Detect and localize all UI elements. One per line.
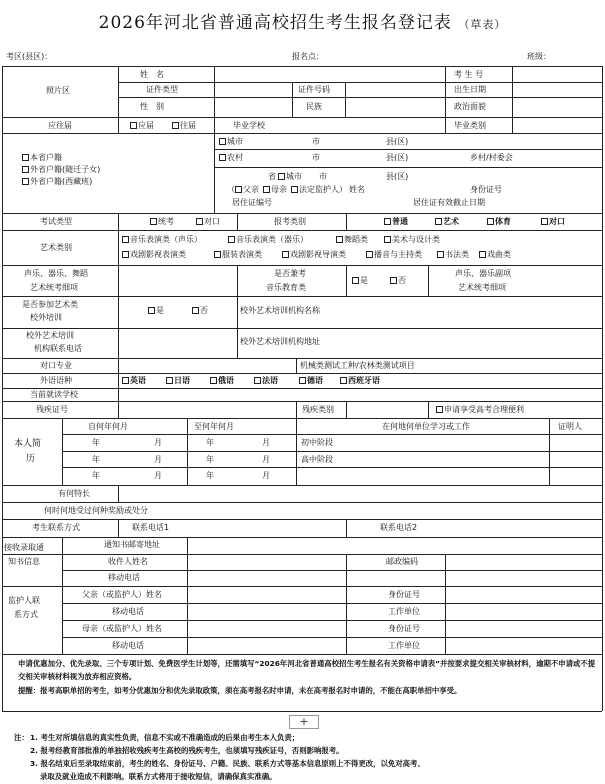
label-permit-no: 居住证编号 xyxy=(232,198,272,207)
label-mother-id: 身份证号 xyxy=(388,624,420,633)
label-training-c1: 校外艺术培训 xyxy=(26,331,74,340)
label-guardian-2: 系方式 xyxy=(14,610,38,619)
label-grad: 应往届 xyxy=(48,121,72,130)
checkbox-local[interactable]: 本省户籍 xyxy=(22,154,62,162)
label-music-1: 声乐、器乐、舞蹈 xyxy=(24,269,88,278)
label-mail-addr: 通知书邮寄地址 xyxy=(104,540,160,549)
checkbox-art-director[interactable]: 戏剧影视导演类 xyxy=(282,251,346,259)
label-from: 自何年何月 xyxy=(88,422,128,431)
label-id-type: 证件类型 xyxy=(146,85,178,94)
label-training-q1: 是否参加艺术类 xyxy=(22,300,78,309)
label-id-no: 证件号码 xyxy=(298,85,330,94)
declaration-2: 提醒：报考高职单招的考生，如考分优惠加分和优先录取政策，须在高考报名时申请，未在高考报名时申请的，不能在高职单招中享受。 xyxy=(18,686,462,695)
label-permit-date: 居住证有效截止日期 xyxy=(413,198,485,207)
label-witness: 证明人 xyxy=(558,422,582,431)
label-gender: 性 别 xyxy=(140,102,164,111)
label-name: 姓 名 xyxy=(140,70,164,79)
checkbox-art-vocal[interactable]: 音乐表演类（声乐） xyxy=(122,236,202,244)
label-skill: 机械类测试工种/农林类测试项目 xyxy=(300,361,415,370)
checkbox-lang-japanese[interactable]: 日语 xyxy=(166,377,190,385)
label-org-addr: 校外艺术培训机构地址 xyxy=(240,337,320,346)
label-training-c2: 机构联系电话 xyxy=(34,344,82,353)
label-birth: 出生日期 xyxy=(454,85,486,94)
checkbox-current-grad[interactable]: 应届 xyxy=(130,122,154,130)
label-current-school: 当前就读学校 xyxy=(30,390,78,399)
checkbox-art-dance[interactable]: 舞蹈类 xyxy=(336,236,368,244)
label-to: 至何年何月 xyxy=(194,422,234,431)
checkbox-city[interactable]: 城市 xyxy=(219,138,243,146)
label-music-edu: 音乐教育类 xyxy=(266,283,306,292)
label-disability-type: 残疾类别 xyxy=(302,405,334,414)
checkbox-other-xinjiang[interactable]: 外省户籍(西藏班) xyxy=(22,178,92,186)
label-mother: 母亲（或监护人）姓名 xyxy=(82,624,162,633)
label-major: 对口专业 xyxy=(40,361,72,370)
add-row-button[interactable]: + xyxy=(289,715,319,729)
label-father-id: 身份证号 xyxy=(388,590,420,599)
checkbox-music-yes[interactable]: 是 xyxy=(352,277,368,285)
site-field[interactable]: 报名点： xyxy=(292,52,324,61)
photo-area[interactable]: 照片区 xyxy=(46,86,70,95)
hist-r1-from-year: 年 xyxy=(92,438,100,447)
checkbox-lang-french[interactable]: 法语 xyxy=(254,377,278,385)
label-xian-2: 县(区) xyxy=(386,153,409,162)
label-father: 父亲（或监护人）姓名 xyxy=(82,590,162,599)
checkbox-lang-english[interactable]: 英语 xyxy=(122,377,146,385)
label-also-exam: 是否兼考 xyxy=(274,269,306,278)
checkbox-art-broadcast[interactable]: 播音与主持类 xyxy=(366,251,422,259)
label-art: 艺术类别 xyxy=(40,243,72,252)
hist-r3-from-year: 年 xyxy=(92,471,100,480)
label-sub-item: 声乐、器乐副项 xyxy=(455,269,511,278)
notes: 注： 1. 考生对所填信息的真实性负责，信息不实或不准确造成的后果由考生本人负责； 2. 报考经教育部批准的单独招收残疾考生高校的残疾考生，也须填写残疾证号，否则影响报考。 3. 报名结束后至录取结束前，考生的姓名、身份证号、户籍、民族、联系方式等基本信息原则上不得更改，以免对高考、 录取及就业造成不利影响。联系方式将用于接收短信，请确保真实准确。 xyxy=(14,733,425,781)
label-politics: 政治面貌 xyxy=(454,102,486,111)
label-music-2: 艺术统考细项 xyxy=(30,283,78,292)
label-exam-no: 考 生 号 xyxy=(454,70,484,79)
checkbox-art-calligraphy[interactable]: 书法类 xyxy=(437,251,469,259)
checkbox-lang-russian[interactable]: 俄语 xyxy=(210,377,234,385)
checkbox-art-design[interactable]: 美术与设计类 xyxy=(384,236,440,244)
checkbox-countryside[interactable]: 农村 xyxy=(219,154,243,162)
label-category: 报考类别 xyxy=(274,217,306,226)
page-title: 2026年河北省普通高校招生考生报名登记表 （草表） xyxy=(98,13,507,33)
label-where: 在何地何单位学习或工作 xyxy=(382,422,470,431)
checkbox-benefit[interactable]: 申请享受高考合理便利 xyxy=(436,406,524,414)
label-training-q2: 校外培训 xyxy=(30,313,62,322)
class-field[interactable]: 班级： xyxy=(527,52,551,61)
label-ethnicity: 民族 xyxy=(306,102,322,111)
hist-r1-stage: 初中阶段 xyxy=(301,438,333,447)
label-notice-2: 知书信息 xyxy=(8,557,40,566)
checkbox-music-no[interactable]: 否 xyxy=(390,277,406,285)
label-history-1: 本人简 xyxy=(14,439,42,449)
label-id-card: 身份证号 xyxy=(470,185,502,194)
hist-r2-to-month: 月 xyxy=(262,455,270,464)
hist-r3-to-year: 年 xyxy=(206,471,214,480)
label-receiver: 收件人姓名 xyxy=(108,557,148,566)
checkbox-cat-city[interactable]: 城市 xyxy=(278,173,302,181)
label-father-work: 工作单位 xyxy=(388,607,420,616)
hist-r3-to-month: 月 xyxy=(262,471,270,480)
hist-r1-from-month: 月 xyxy=(154,438,162,447)
label-guardian-1: 监护人联 xyxy=(8,596,40,605)
residence-relation: （ 父亲 母亲 法定监护人） 姓名 xyxy=(227,185,365,194)
checkbox-art-fashion[interactable]: 服装表演类 xyxy=(214,251,262,259)
checkbox-cat-art[interactable]: 艺术 xyxy=(435,218,459,226)
label-xian-3: 县(区) xyxy=(386,172,409,181)
checkbox-training-yes[interactable]: 是 xyxy=(148,307,164,315)
checkbox-exam-vocational[interactable]: 对口 xyxy=(196,218,220,226)
label-sub-item-2: 艺术统考细项 xyxy=(458,283,506,292)
label-tel1: 联系电话1 xyxy=(132,523,170,532)
label-tel2: 联系电话2 xyxy=(380,523,418,532)
hist-r1-to-month: 月 xyxy=(262,438,270,447)
label-shi-2: 市 xyxy=(312,153,320,162)
label-receiver-phone: 移动电话 xyxy=(108,573,140,582)
checkbox-exam-unified[interactable]: 统考 xyxy=(150,218,174,226)
checkbox-other-attached[interactable]: 外省户籍(随迁子女) xyxy=(22,166,100,174)
label-contact: 考生联系方式 xyxy=(32,523,80,532)
label-award: 何时何地受过何种奖励或处分 xyxy=(44,506,148,515)
hist-r3-from-month: 月 xyxy=(154,471,162,480)
checkbox-art-opera[interactable]: 戏曲类 xyxy=(479,251,511,259)
district-field[interactable]: 考区(县区)： xyxy=(6,52,53,61)
label-village: 乡村/村委会 xyxy=(470,153,513,162)
label-history-2: 历 xyxy=(26,454,36,464)
checkbox-past-grad[interactable]: 往届 xyxy=(172,122,196,130)
label-cat-shi: 市 xyxy=(319,172,327,181)
label-province: 省 xyxy=(268,172,276,181)
label-exam-type: 考试类型 xyxy=(40,217,72,226)
label-xian-1: 县(区) xyxy=(386,137,409,146)
hist-r2-from-year: 年 xyxy=(92,455,100,464)
checkbox-cat-general[interactable]: 普通 xyxy=(384,218,408,226)
checkbox-art-instrument[interactable]: 音乐表演类（器乐） xyxy=(228,236,308,244)
label-shi-1: 市 xyxy=(312,137,320,146)
hist-r2-stage: 高中阶段 xyxy=(301,455,333,464)
checkbox-cat-sport[interactable]: 体育 xyxy=(487,218,511,226)
label-org-name: 校外艺术培训机构名称 xyxy=(240,306,320,315)
hist-r2-from-month: 月 xyxy=(154,455,162,464)
label-specialty: 有何特长 xyxy=(58,489,90,498)
declaration-1: 申请优惠加分、优先录取、三个专项计划、免费医学生计划等，还需填写“2026年河北省普通高校招生考生报名有关资格申请表”并按要求提交相关审核材料，逾期不申请或不提交相关审核材料视为放弃相应资格。 xyxy=(18,659,596,681)
checkbox-cat-vocational[interactable]: 对口 xyxy=(541,218,565,226)
label-grad-category: 毕业类别 xyxy=(454,121,486,130)
label-language: 外语语种 xyxy=(40,376,72,385)
checkbox-training-no[interactable]: 否 xyxy=(192,307,208,315)
label-mother-work: 工作单位 xyxy=(388,641,420,650)
label-zip: 邮政编码 xyxy=(386,557,418,566)
label-mother-phone: 移动电话 xyxy=(112,641,144,650)
checkbox-lang-german[interactable]: 德语 xyxy=(299,377,323,385)
label-notice-1: 接收录取通 xyxy=(4,543,44,552)
checkbox-art-drama[interactable]: 戏剧影视表演类 xyxy=(122,251,186,259)
checkbox-lang-spanish[interactable]: 西班牙语 xyxy=(340,377,380,385)
hist-r1-to-year: 年 xyxy=(206,438,214,447)
label-school: 毕业学校 xyxy=(233,121,265,130)
label-father-phone: 移动电话 xyxy=(112,607,144,616)
label-disability-id: 残疾证号 xyxy=(36,405,68,414)
hist-r2-to-year: 年 xyxy=(206,455,214,464)
